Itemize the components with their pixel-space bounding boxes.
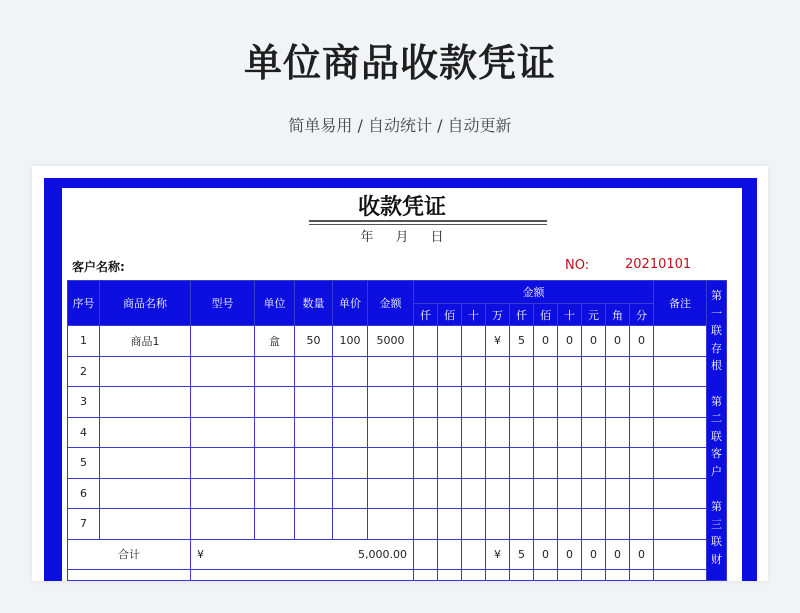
cell-digit: [414, 448, 438, 479]
cell-amount: [368, 417, 414, 448]
title-underline: [309, 220, 547, 222]
cell-remark: [654, 448, 707, 479]
cell-digit: [486, 448, 510, 479]
copy-label-char: 财: [711, 552, 722, 566]
cell-digit: [630, 417, 654, 448]
cell-digit: [486, 356, 510, 387]
total-yuan-symbol: ¥: [197, 547, 204, 561]
partial-cell: [438, 569, 462, 580]
cell-name: [100, 478, 191, 509]
cell-digit: [534, 509, 558, 540]
cell-digit: [558, 417, 582, 448]
cell-digit: 5: [510, 326, 534, 357]
copy-side-labels: [707, 281, 727, 581]
partial-cell: [654, 569, 707, 580]
cell-digit: [510, 417, 534, 448]
cell-unit: [255, 417, 295, 448]
cell-price: [333, 478, 368, 509]
cell-digit: [510, 387, 534, 418]
partial-cell: [486, 569, 510, 580]
total-digit: 0: [534, 539, 558, 569]
copy-label-char: 一: [711, 306, 722, 320]
cell-amount: [368, 356, 414, 387]
header-qty: 数量: [295, 281, 333, 326]
table-row: [68, 417, 727, 448]
cell-digit: [582, 478, 606, 509]
cell-digit: 0: [558, 326, 582, 357]
cell-price: 100: [333, 326, 368, 357]
cell-price: [333, 509, 368, 540]
cell-digit: [630, 448, 654, 479]
total-amount: 5,000.00: [358, 547, 407, 561]
header-digit: 分: [630, 304, 654, 326]
table-row: [68, 326, 727, 357]
cell-unit: [255, 356, 295, 387]
total-digit: 0: [558, 539, 582, 569]
cell-price: [333, 417, 368, 448]
cell-amount: [368, 387, 414, 418]
copy-label-char: 三: [711, 517, 722, 531]
side-gap: [707, 480, 726, 498]
cell-digit: [486, 387, 510, 418]
cell-remark: [654, 356, 707, 387]
cell-amount: 5000: [368, 326, 414, 357]
cell-digit: [582, 387, 606, 418]
cell-digit: [438, 326, 462, 357]
copy-label-char: 客: [711, 447, 722, 460]
cell-qty: [295, 448, 333, 479]
partial-cell: [582, 569, 606, 580]
header-model: 型号: [191, 281, 255, 326]
partial-cell: [414, 569, 438, 580]
cell-digit: 0: [630, 326, 654, 357]
cell-digit: [462, 356, 486, 387]
header-digit: 佰: [534, 304, 558, 326]
cell-digit: [462, 417, 486, 448]
total-digit: 5: [510, 539, 534, 569]
cell-digit: [486, 509, 510, 540]
cell-digit: [486, 417, 510, 448]
cell-digit: 0: [534, 326, 558, 357]
cell-unit: 盒: [255, 326, 295, 357]
cell-model: [191, 417, 255, 448]
header-unit: 单位: [255, 281, 295, 326]
cell-digit: [630, 509, 654, 540]
cell-model: [191, 326, 255, 357]
partial-cell: [630, 569, 654, 580]
cell-qty: [295, 387, 333, 418]
cell-qty: 50: [295, 326, 333, 357]
cell-name: 商品1: [100, 326, 191, 357]
cell-unit: [255, 387, 295, 418]
cell-digit: [558, 356, 582, 387]
cell-digit: [414, 478, 438, 509]
cell-remark: [654, 509, 707, 540]
cell-digit: [438, 387, 462, 418]
cell-digit: [414, 326, 438, 357]
cell-seq: 7: [68, 509, 100, 540]
copy-label-char: 二: [711, 412, 722, 425]
header-digit: 仟: [414, 304, 438, 326]
voucher-no-label: NO:: [565, 258, 590, 273]
cell-digit: [414, 387, 438, 418]
cell-digit: [582, 417, 606, 448]
cell-digit: [558, 478, 582, 509]
cell-digit: [438, 478, 462, 509]
partial-cell: [68, 569, 191, 580]
table-row: [68, 509, 727, 540]
cell-remark: [654, 478, 707, 509]
cell-digit: [462, 326, 486, 357]
partial-cell: [534, 569, 558, 580]
header-amount-group: 金额: [414, 281, 654, 304]
header-amount: 金额: [368, 281, 414, 326]
cell-digit: [534, 448, 558, 479]
header-seq: 序号: [68, 281, 100, 326]
header-digit: 仟: [510, 304, 534, 326]
table-row: [68, 478, 727, 509]
cell-digit: [534, 356, 558, 387]
cell-qty: [295, 417, 333, 448]
voucher-no-value: 20210101: [625, 257, 692, 272]
cell-unit: [255, 448, 295, 479]
voucher-card: [32, 166, 768, 581]
cell-digit: 0: [606, 326, 630, 357]
total-digit: ¥: [486, 539, 510, 569]
voucher-title: 收款凭证: [357, 195, 446, 220]
copy-label-char: 根: [711, 359, 722, 372]
total-amount-cell: [191, 539, 414, 569]
table-row: [68, 356, 727, 387]
cell-digit: [462, 387, 486, 418]
copy-label-char: 存: [711, 341, 722, 355]
cell-model: [191, 356, 255, 387]
partial-cell: [191, 569, 414, 580]
page-title: 单位商品收款凭证: [243, 41, 556, 85]
voucher-frame: [44, 178, 757, 581]
cell-seq: 3: [68, 387, 100, 418]
cell-digit: [606, 478, 630, 509]
cell-digit: [582, 509, 606, 540]
cell-digit: [510, 356, 534, 387]
cell-digit: [510, 478, 534, 509]
total-row: [68, 539, 727, 569]
cell-digit: [438, 448, 462, 479]
cell-digit: [630, 387, 654, 418]
cell-name: [100, 417, 191, 448]
total-digit: 0: [630, 539, 654, 569]
cell-model: [191, 509, 255, 540]
voucher-table: [67, 280, 727, 581]
cell-seq: 1: [68, 326, 100, 357]
cell-qty: [295, 356, 333, 387]
table-row: [68, 448, 727, 479]
customer-name-label: 客户名称:: [72, 260, 125, 274]
cell-remark: [654, 387, 707, 418]
total-digit: 0: [606, 539, 630, 569]
cell-seq: 2: [68, 356, 100, 387]
header-digit: 十: [558, 304, 582, 326]
total-digit: [462, 539, 486, 569]
cell-digit: [462, 478, 486, 509]
total-digit: 0: [582, 539, 606, 569]
header-digit: 万: [486, 304, 510, 326]
cell-digit: [534, 478, 558, 509]
cell-name: [100, 387, 191, 418]
cell-digit: [414, 356, 438, 387]
copy-label-char: 联: [711, 324, 722, 337]
copy-label-char: 第: [711, 289, 722, 302]
cell-digit: [486, 478, 510, 509]
cell-qty: [295, 509, 333, 540]
partial-cell: [510, 569, 534, 580]
cell-digit: [462, 448, 486, 479]
header-digit: 元: [582, 304, 606, 326]
cell-digit: [606, 356, 630, 387]
cell-digit: [606, 387, 630, 418]
partial-cell: [462, 569, 486, 580]
header-row: [68, 281, 727, 304]
cell-model: [191, 478, 255, 509]
cell-digit: [414, 417, 438, 448]
cell-digit: [534, 387, 558, 418]
cell-digit: [438, 509, 462, 540]
cell-model: [191, 387, 255, 418]
copy-label-char: 户: [711, 464, 722, 478]
cell-digit: [558, 448, 582, 479]
cell-digit: 0: [582, 326, 606, 357]
cell-digit: [510, 509, 534, 540]
cell-digit: [534, 417, 558, 448]
cell-model: [191, 448, 255, 479]
cell-digit: [630, 478, 654, 509]
table-row: [68, 387, 727, 418]
header-digit: 佰: [438, 304, 462, 326]
cell-amount: [368, 448, 414, 479]
total-label: 合计: [68, 539, 191, 569]
cell-seq: 4: [68, 417, 100, 448]
total-remark: [654, 539, 707, 569]
cell-amount: [368, 478, 414, 509]
cell-digit: [558, 509, 582, 540]
cell-remark: [654, 326, 707, 357]
cell-digit: [630, 356, 654, 387]
cell-qty: [295, 478, 333, 509]
cell-seq: 5: [68, 448, 100, 479]
copy-label-char: 联: [711, 535, 722, 548]
cell-price: [333, 387, 368, 418]
cell-digit: [438, 356, 462, 387]
cell-digit: [606, 509, 630, 540]
table-row-partial: [68, 569, 727, 580]
cell-digit: [582, 356, 606, 387]
voucher-sheet: [62, 188, 742, 581]
cell-name: [100, 509, 191, 540]
cell-digit: [462, 509, 486, 540]
cell-name: [100, 448, 191, 479]
header-digit: 十: [462, 304, 486, 326]
cell-digit: ¥: [486, 326, 510, 357]
cell-digit: [438, 417, 462, 448]
header-price: 单价: [333, 281, 368, 326]
copy-label-char: 联: [711, 429, 722, 443]
header-digit: 角: [606, 304, 630, 326]
cell-remark: [654, 417, 707, 448]
cell-unit: [255, 478, 295, 509]
total-digit: [414, 539, 438, 569]
header-remark: 备注: [654, 281, 707, 326]
cell-digit: [510, 448, 534, 479]
cell-digit: [414, 509, 438, 540]
cell-amount: [368, 509, 414, 540]
partial-cell: [558, 569, 582, 580]
copy-label-char: 第: [711, 500, 722, 513]
cell-price: [333, 356, 368, 387]
date-row: 年 月 日: [360, 230, 444, 245]
cell-unit: [255, 509, 295, 540]
cell-digit: [606, 417, 630, 448]
side-gap: [707, 375, 726, 393]
page-subtitle: 简单易用 / 自动统计 / 自动更新: [288, 116, 512, 135]
cell-seq: 6: [68, 478, 100, 509]
header-name: 商品名称: [100, 281, 191, 326]
copy-label-char: 第: [711, 394, 722, 408]
cell-digit: [558, 387, 582, 418]
cell-digit: [606, 448, 630, 479]
title-underline-thin: [309, 224, 547, 225]
partial-cell: [606, 569, 630, 580]
cell-digit: [582, 448, 606, 479]
total-digit: [438, 539, 462, 569]
cell-name: [100, 356, 191, 387]
cell-price: [333, 448, 368, 479]
